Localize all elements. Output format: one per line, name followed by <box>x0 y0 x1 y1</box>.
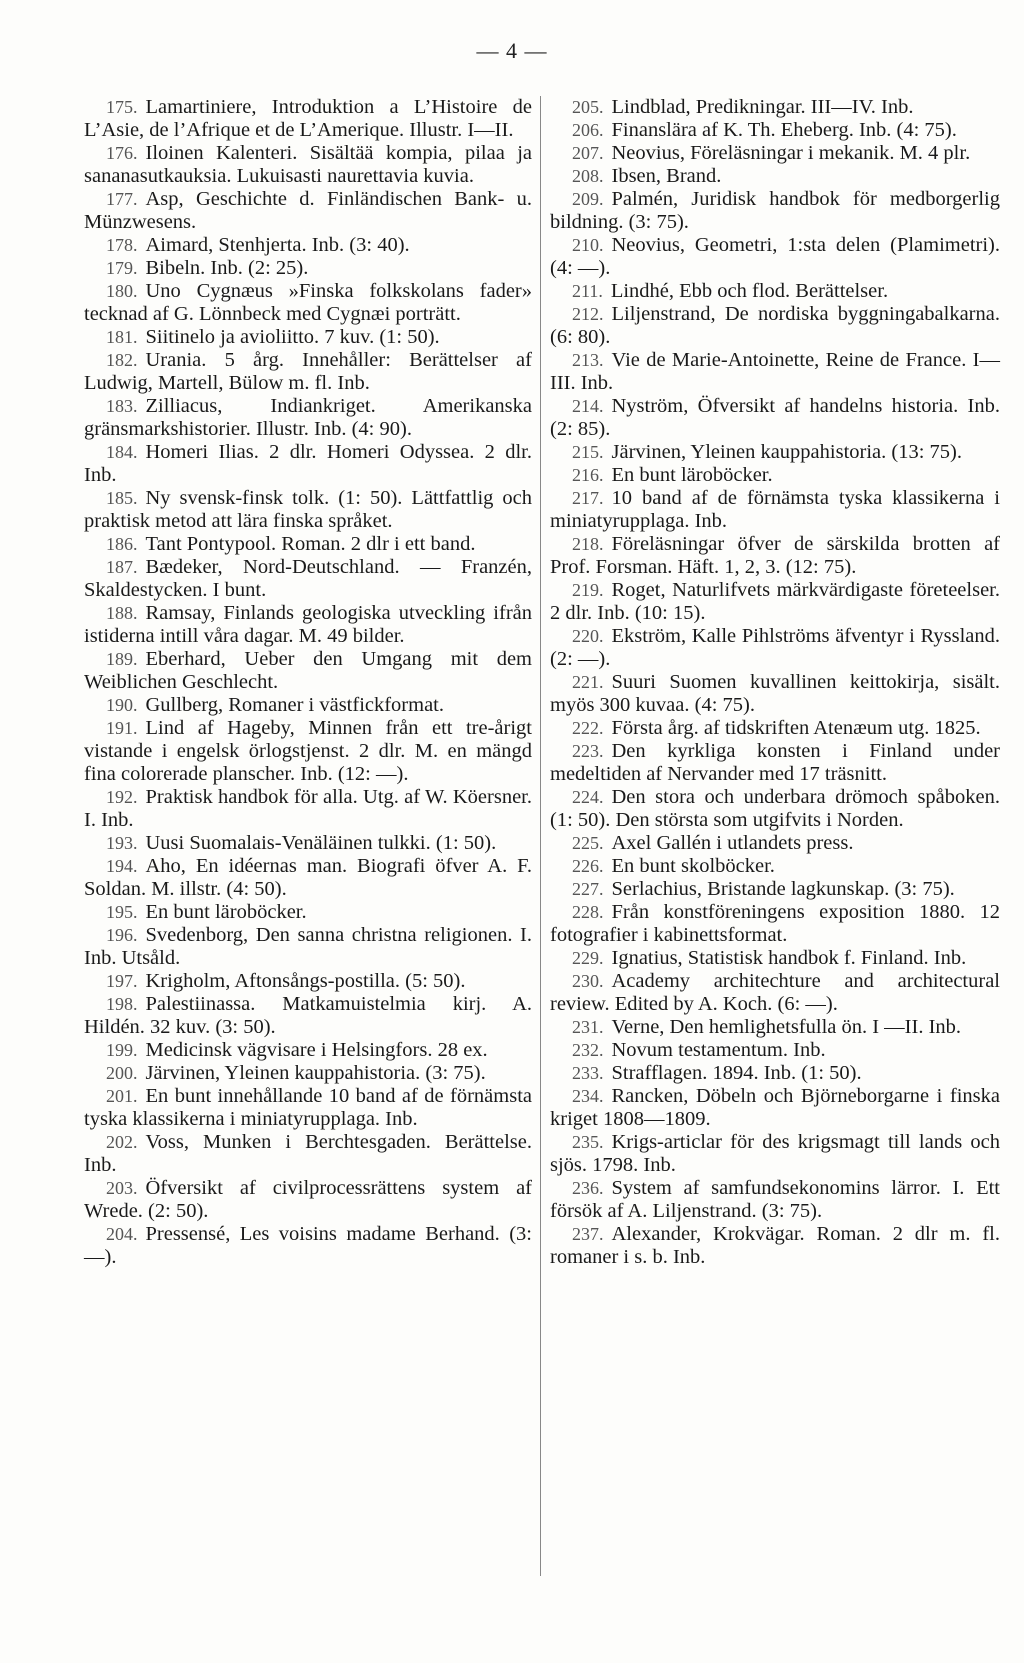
entry-number: 215. <box>572 442 604 462</box>
entry-number: 225. <box>572 833 604 853</box>
entry-text: Lindhé, Ebb och flod. Berättelser. <box>610 280 889 302</box>
right-column <box>550 96 1000 1269</box>
entry-text: Bibeln. Inb. (2: 25). <box>145 257 309 279</box>
entry-text: Uno Cygnæus »Finska folkskolans fader» tecknad af G. Lönnbeck med Cygnæi porträtt. <box>84 280 532 325</box>
catalog-entry <box>84 142 532 188</box>
entry-text: Voss, Munken i Berchtesgaden. Berättelse. Inb. <box>84 1131 532 1176</box>
entry-text: Krigs-articlar för des krigsmagt till lands och sjös. 1798. Inb. <box>550 1131 1000 1176</box>
entry-number: 236. <box>572 1178 604 1198</box>
entry-number: 187. <box>106 557 138 577</box>
entry-number: 209. <box>572 189 604 209</box>
entry-number: 178. <box>106 235 138 255</box>
catalog-entry <box>550 671 1000 717</box>
catalog-entry <box>550 349 1000 395</box>
entry-text: Ekström, Kalle Pihlströms äfventyr i Ryssland. (2: —). <box>550 625 1000 670</box>
entry-text: Bædeker, Nord-Deutschland. — Franzén, Skaldestycken. I bunt. <box>84 556 532 601</box>
entry-number: 183. <box>106 396 138 416</box>
catalog-entry <box>84 1062 532 1085</box>
entry-text: Lamartiniere, Introduktion a L’Histoire de L’Asie, de l’Afrique et de L’Amerique. Illustr. I—II. <box>84 96 532 141</box>
catalog-entry <box>550 1062 1000 1085</box>
catalog-entry <box>550 1177 1000 1223</box>
entry-text: Urania. 5 årg. Innehåller: Berättelser af Ludwig, Martell, Bülow m. fl. Inb. <box>84 349 532 394</box>
catalog-entry <box>550 303 1000 349</box>
catalog-entry <box>550 1085 1000 1131</box>
entry-text: Siitinelo ja avioliitto. 7 kuv. (1: 50). <box>145 326 440 348</box>
entry-text: Medicinsk vägvisare i Helsingfors. 28 ex. <box>145 1039 488 1061</box>
entry-text: Aho, En idéernas man. Biografi öfver A. F. Soldan. M. illstr. (4: 50). <box>84 855 532 900</box>
catalog-entry <box>550 901 1000 947</box>
catalog-entry <box>84 188 532 234</box>
entry-text: Lind af Hageby, Minnen från ett tre-årigt vistande i engelsk örlogstjenst. 2 dlr. M. en mängd fina colorerade planscher. Inb. (12: —). <box>84 717 532 785</box>
entry-number: 219. <box>572 580 604 600</box>
catalog-entry <box>550 188 1000 234</box>
entry-number: 201. <box>106 1086 138 1106</box>
entry-number: 179. <box>106 258 138 278</box>
entry-text: Alexander, Krokvägar. Roman. 2 dlr m. fl. romaner i s. b. Inb. <box>550 1223 1000 1268</box>
catalog-entry <box>550 625 1000 671</box>
entry-number: 233. <box>572 1063 604 1083</box>
entry-text: Suuri Suomen kuvallinen keittokirja, sisält. myös 300 kuvaa. (4: 75). <box>550 671 1000 716</box>
catalog-entry <box>84 786 532 832</box>
catalog-entry <box>550 1039 1000 1062</box>
entry-text: Pressensé, Les voisins madame Berhand. (3: —). <box>84 1223 532 1268</box>
entry-text: System af samfundsekonomins lärror. I. Ett försök af A. Liljenstrand. (3: 75). <box>550 1177 1000 1222</box>
entry-number: 175. <box>106 97 138 117</box>
entry-number: 206. <box>572 120 604 140</box>
catalog-entry <box>84 1223 532 1269</box>
catalog-entry <box>550 119 1000 142</box>
entry-text: Den kyrkliga konsten i Finland under medeltiden af Nervander med 17 träsnitt. <box>550 740 1000 785</box>
catalog-entry <box>84 533 532 556</box>
entry-number: 218. <box>572 534 604 554</box>
entry-text: Den stora och underbara drömoch spåboken. (1: 50). Den största som utgifvits i Norden. <box>550 786 1000 831</box>
entry-number: 217. <box>572 488 604 508</box>
entry-number: 216. <box>572 465 604 485</box>
catalog-entry <box>550 533 1000 579</box>
catalog-entry <box>84 924 532 970</box>
catalog-entry <box>550 464 1000 487</box>
entry-number: 234. <box>572 1086 604 1106</box>
catalog-entry <box>84 970 532 993</box>
catalog-entry <box>550 96 1000 119</box>
entry-number: 182. <box>106 350 138 370</box>
entry-number: 223. <box>572 741 604 761</box>
entry-number: 196. <box>106 925 138 945</box>
entry-number: 203. <box>106 1178 138 1198</box>
catalog-entry <box>84 832 532 855</box>
catalog-entry <box>550 947 1000 970</box>
catalog-entry <box>550 740 1000 786</box>
catalog-entry <box>550 786 1000 832</box>
entry-number: 212. <box>572 304 604 324</box>
catalog-entry <box>550 165 1000 188</box>
catalog-entry <box>84 349 532 395</box>
catalog-entry <box>84 602 532 648</box>
catalog-entry <box>550 878 1000 901</box>
entry-text: Öfversikt af civilprocessrättens system af Wrede. (2: 50). <box>84 1177 532 1222</box>
catalog-entry <box>550 832 1000 855</box>
catalog-entry <box>84 1131 532 1177</box>
catalog-entry <box>84 1177 532 1223</box>
catalog-entry <box>550 1016 1000 1039</box>
entry-number: 199. <box>106 1040 138 1060</box>
catalog-entry <box>550 1131 1000 1177</box>
entry-text: Krigholm, Aftonsångs-postilla. (5: 50). <box>145 970 466 992</box>
entry-number: 202. <box>106 1132 138 1152</box>
entry-text: Verne, Den hemlighetsfulla ön. I —II. Inb. <box>611 1016 962 1038</box>
catalog-entry <box>550 487 1000 533</box>
entry-number: 228. <box>572 902 604 922</box>
entry-number: 213. <box>572 350 604 370</box>
entry-text: Ny svensk-finsk tolk. (1: 50). Lättfattlig och praktisk metod att lära finska språket. <box>84 487 532 532</box>
entry-text: Liljenstrand, De nordiska byggningabalkarna. (6: 80). <box>550 303 1000 348</box>
entry-text: Palestiinassa. Matkamuistelmia kirj. A. Hildén. 32 kuv. (3: 50). <box>84 993 532 1038</box>
entry-number: 229. <box>572 948 604 968</box>
entry-number: 210. <box>572 235 604 255</box>
catalog-entry <box>84 1085 532 1131</box>
entry-number: 230. <box>572 971 604 991</box>
entry-number: 191. <box>106 718 138 738</box>
entry-text: Första årg. af tidskriften Atenæum utg. 1825. <box>611 717 981 739</box>
entry-number: 221. <box>572 672 604 692</box>
catalog-entry <box>550 234 1000 280</box>
entry-number: 232. <box>572 1040 604 1060</box>
entry-text: En bunt skolböcker. <box>611 855 775 877</box>
entry-text: Asp, Geschichte d. Finländischen Bank- u. Münzwesens. <box>84 188 532 233</box>
catalog-entry <box>84 717 532 786</box>
entry-number: 207. <box>572 143 604 163</box>
entry-number: 227. <box>572 879 604 899</box>
entry-text: Rancken, Döbeln och Björneborgarne i finska kriget 1808—1809. <box>550 1085 1000 1130</box>
left-column <box>84 96 532 1269</box>
catalog-entry <box>84 993 532 1039</box>
entry-text: Järvinen, Yleinen kauppahistoria. (3: 75). <box>145 1062 486 1084</box>
entry-number: 193. <box>106 833 138 853</box>
entry-text: 10 band af de förnämsta tyska klassikerna i miniatyrupplaga. Inb. <box>550 487 1000 532</box>
entry-text: Axel Gallén i utlandets press. <box>611 832 854 854</box>
catalog-entry <box>84 234 532 257</box>
entry-text: Ignatius, Statistisk handbok f. Finland. Inb. <box>611 947 967 969</box>
entry-text: Neovius, Föreläsningar i mekanik. M. 4 plr. <box>611 142 971 164</box>
entry-number: 211. <box>572 281 603 301</box>
entry-number: 237. <box>572 1224 604 1244</box>
catalog-entry <box>84 556 532 602</box>
entry-text: Serlachius, Bristande lagkunskap. (3: 75). <box>611 878 955 900</box>
entry-text: Föreläsningar öfver de särskilda brotten af Prof. Forsman. Häft. 1, 2, 3. (12: 75). <box>550 533 1000 578</box>
entry-text: Strafflagen. 1894. Inb. (1: 50). <box>611 1062 862 1084</box>
entry-number: 204. <box>106 1224 138 1244</box>
catalog-entry <box>84 441 532 487</box>
catalog-entry <box>84 280 532 326</box>
entry-text: Gullberg, Romaner i västfickformat. <box>145 694 445 716</box>
entry-text: Järvinen, Yleinen kauppahistoria. (13: 75). <box>611 441 962 463</box>
entry-text: Lindblad, Predikningar. III—IV. Inb. <box>611 96 914 118</box>
entry-number: 185. <box>106 488 138 508</box>
catalog-entry <box>550 1223 1000 1269</box>
entry-number: 220. <box>572 626 604 646</box>
entry-number: 188. <box>106 603 138 623</box>
entry-number: 235. <box>572 1132 604 1152</box>
catalog-entry <box>84 96 532 142</box>
entry-text: Ibsen, Brand. <box>611 165 722 187</box>
catalog-entry <box>550 579 1000 625</box>
catalog-entry <box>550 717 1000 740</box>
entry-text: Novum testamentum. Inb. <box>611 1039 826 1061</box>
entry-number: 186. <box>106 534 138 554</box>
catalog-entry <box>84 326 532 349</box>
column-divider <box>540 96 541 1576</box>
entry-number: 181. <box>106 327 138 347</box>
catalog-entry <box>84 1039 532 1062</box>
entry-text: Academy architechture and architectural review. Edited by A. Koch. (6: —). <box>550 970 1000 1015</box>
entry-text: Svedenborg, Den sanna christna religionen. I. Inb. Utsåld. <box>84 924 532 969</box>
catalog-entry <box>84 395 532 441</box>
entry-number: 200. <box>106 1063 138 1083</box>
catalog-entry <box>84 487 532 533</box>
catalog-entry <box>84 901 532 924</box>
catalog-entry <box>550 395 1000 441</box>
entry-text: Aimard, Stenhjerta. Inb. (3: 40). <box>145 234 410 256</box>
entry-number: 222. <box>572 718 604 738</box>
entry-number: 224. <box>572 787 604 807</box>
entry-text: Från konstföreningens exposition 1880. 12 fotografier i kabinettsformat. <box>550 901 1000 946</box>
entry-number: 189. <box>106 649 138 669</box>
entry-text: Nyström, Öfversikt af handelns historia. Inb. (2: 85). <box>550 395 1000 440</box>
entry-number: 197. <box>106 971 138 991</box>
catalog-entry <box>84 694 532 717</box>
entry-text: En bunt läroböcker. <box>611 464 773 486</box>
entry-number: 205. <box>572 97 604 117</box>
entry-text: Uusi Suomalais-Venäläinen tulkki. (1: 50). <box>145 832 497 854</box>
catalog-entry <box>84 257 532 280</box>
entry-number: 208. <box>572 166 604 186</box>
entry-number: 226. <box>572 856 604 876</box>
entry-number: 231. <box>572 1017 604 1037</box>
entry-text: Roget, Naturlifvets märkvärdigaste företeelser. 2 dlr. Inb. (10: 15). <box>550 579 1000 624</box>
catalog-entry <box>550 855 1000 878</box>
entry-number: 190. <box>106 695 138 715</box>
catalog-entry <box>84 648 532 694</box>
catalog-entry <box>84 855 532 901</box>
entry-number: 176. <box>106 143 138 163</box>
entry-text: Homeri Ilias. 2 dlr. Homeri Odyssea. 2 dlr. Inb. <box>84 441 532 486</box>
entry-number: 214. <box>572 396 604 416</box>
entry-text: Neovius, Geometri, 1:sta delen (Plamimetri). (4: —). <box>550 234 1000 279</box>
catalog-entry <box>550 970 1000 1016</box>
entry-number: 177. <box>106 189 138 209</box>
catalog-entry <box>550 280 1000 303</box>
entry-text: En bunt läroböcker. <box>145 901 307 923</box>
entry-text: En bunt innehållande 10 band af de förnämsta tyska klassikerna i miniatyrupplaga. Inb. <box>84 1085 532 1130</box>
entry-text: Praktisk handbok för alla. Utg. af W. Köersner. I. Inb. <box>84 786 532 831</box>
entry-number: 184. <box>106 442 138 462</box>
entry-text: Iloinen Kalenteri. Sisältää kompia, pilaa ja sananasutkauksia. Lukuisasti naurettavia kuvia. <box>84 142 532 187</box>
entry-text: Finanslära af K. Th. Eheberg. Inb. (4: 75). <box>611 119 957 141</box>
entry-text: Vie de Marie-Antoinette, Reine de France. I—III. Inb. <box>550 349 1000 394</box>
entry-number: 195. <box>106 902 138 922</box>
entry-number: 198. <box>106 994 138 1014</box>
catalog-entry <box>550 142 1000 165</box>
entry-text: Zilliacus, Indiankriget. Amerikanska gränsmarkshistorier. Illustr. Inb. (4: 90). <box>84 395 532 440</box>
page-number: — 4 — <box>476 38 548 63</box>
entry-text: Eberhard, Ueber den Umgang mit dem Weiblichen Geschlecht. <box>84 648 532 693</box>
entry-text: Tant Pontypool. Roman. 2 dlr i ett band. <box>145 533 476 555</box>
entry-text: Ramsay, Finlands geologiska utveckling ifrån istiderna intill våra dagar. M. 49 bilder. <box>84 602 532 647</box>
entry-text: Palmén, Juridisk handbok för medborgerlig bildning. (3: 75). <box>550 188 1000 233</box>
entry-number: 180. <box>106 281 138 301</box>
entry-number: 194. <box>106 856 138 876</box>
entry-number: 192. <box>106 787 138 807</box>
catalog-entry <box>550 441 1000 464</box>
